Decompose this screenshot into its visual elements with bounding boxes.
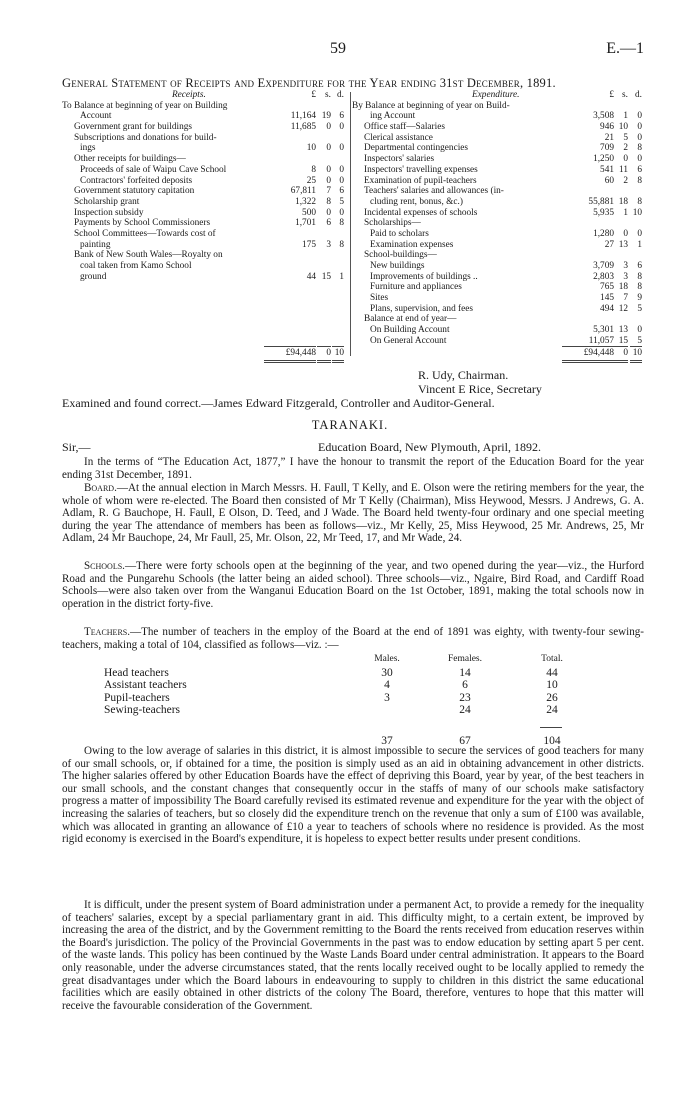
- expenditure-pounds: 1,280: [593, 228, 614, 239]
- teachers-paragraph: [62, 626, 644, 651]
- chairman-signature: R. Udy, Chairman.: [418, 368, 509, 382]
- expenditure-pence: 0: [637, 154, 642, 165]
- expenditure-pence: 6: [637, 261, 642, 271]
- receipt-description: Bank of New South Wales—Royalty on: [74, 250, 223, 261]
- total-header: Total.: [541, 654, 563, 664]
- salaries-text: Owing to the low average of salaries in this district, it is almost impossible to secure the services of good teachers for many of our small schools, or, if obtained for a time, the position is simply used as an aid in obtaining advancement in other districts. The higher salaries offered by other Education Boards have the effect of depriving this Board, year by year, of the best teachers in our small schools, and the constant changes that consequently occur in the staffs of many of our schools make satisfactory progress a matter of impossibility The Board carefully revised its estimated revenue and expenditure for the year with the object of increasing the salaries of teachers, but so closely did the expenditure trench on the revenue that only a sum of £100 was available, which was allocated in granting an allowance of £10 a year to teachers of schools where no residence is provided. As the most rigid economy is exercised in the Board's expenditure, it is hopeless to expect better results under present conditions.: [62, 745, 644, 846]
- receipt-description: painting: [80, 239, 111, 250]
- receipt-pence: 8: [339, 239, 344, 250]
- receipt-pounds: 11,164: [290, 111, 316, 122]
- expenditure-pence: 1: [637, 239, 642, 250]
- receipt-row: [62, 272, 346, 283]
- expenditure-pence: 9: [637, 293, 642, 304]
- board-paragraph: [62, 482, 644, 545]
- expenditure-description: Balance at end of year—: [364, 314, 457, 325]
- expenditure-row: [352, 314, 642, 325]
- expenditure-row: [352, 261, 642, 272]
- expenditure-total-pounds: £94,448: [562, 346, 614, 363]
- dateline: Education Board, New Plymouth, April, 1892.: [318, 440, 541, 454]
- receipt-description: Contractors' forfeited deposits: [80, 175, 193, 186]
- grand-total: 104: [543, 734, 561, 747]
- expenditure-shillings: 2: [623, 143, 628, 154]
- receipt-row: [62, 101, 346, 112]
- receipt-row: [62, 133, 346, 144]
- receipts-heading: Receipts.: [172, 90, 206, 100]
- section-heading-taranaki: TARANAKI.: [311, 418, 389, 432]
- expenditure-pence: 0: [637, 228, 642, 239]
- teacher-category-females: 24: [459, 704, 471, 717]
- expenditure-row: [352, 176, 642, 187]
- receipt-description: Inspection subsidy: [74, 207, 144, 218]
- expenditure-description: Plans, supervision, and fees: [370, 303, 474, 314]
- teacher-category-label: Assistant teachers: [104, 679, 187, 692]
- receipt-pence: 0: [339, 122, 344, 133]
- receipt-pounds: 10: [306, 143, 316, 154]
- teacher-category-total: 26: [546, 691, 558, 704]
- receipt-row: [62, 218, 346, 229]
- expenditure-row: [352, 154, 642, 165]
- receipt-description: Government statutory capitation: [74, 186, 195, 197]
- receipt-pounds: 8: [311, 164, 316, 175]
- receipt-shillings: 0: [326, 143, 331, 154]
- expenditure-description: Furniture and appliances: [370, 282, 462, 293]
- page-number: 59: [330, 40, 346, 57]
- expenditure-shillings: 18: [618, 282, 628, 293]
- receipts-total-pence: 10: [332, 346, 344, 363]
- expenditure-pounds: 494: [600, 303, 614, 314]
- receipt-pence: 0: [339, 175, 344, 186]
- receipt-pence: 1: [339, 271, 344, 282]
- expenditure-pounds: 946: [600, 122, 614, 133]
- shillings-label: s.: [622, 90, 628, 100]
- schools-text: —There were forty schools open at the beginning of the year, and two opened during the year—viz., the Hurford Road and the Pungarehu Schools (the latter being an aided school). Three schools—viz., Ngaire, Bird Road, and Cardiff Road Schools—were also taken over from the Wanganui Education Board on the 1st October, 1891, making the total schools now in operation in the district forty-five.: [62, 560, 644, 610]
- expenditure-description: School-buildings—: [364, 250, 437, 261]
- teacher-category-label: Sewing-teachers: [104, 704, 180, 717]
- expenditure-column: [352, 90, 642, 358]
- section-code: E.—1: [606, 40, 644, 57]
- females-total: 67: [459, 734, 471, 747]
- expenditure-shillings: 13: [618, 239, 628, 250]
- receipt-row: [62, 122, 346, 133]
- receipt-description: Scholarship grant: [74, 196, 140, 207]
- expenditure-row: [352, 208, 642, 219]
- receipt-pence: 5: [339, 196, 344, 207]
- receipt-shillings: 0: [326, 175, 331, 186]
- page-header: [0, 40, 700, 60]
- receipt-pounds: 67,811: [290, 186, 316, 197]
- teacher-category-row: [62, 679, 644, 692]
- pence-label: d.: [635, 90, 642, 100]
- expenditure-shillings: 11: [619, 164, 628, 175]
- receipt-pence: 0: [339, 164, 344, 175]
- receipt-shillings: 8: [326, 196, 331, 207]
- males-total: 37: [381, 734, 393, 747]
- teachers-text: —The number of teachers in the employ of the Board at the end of 1891 was eighty, with twenty-four sewing-teachers, making a total of 104, classified as follows—viz. :—: [62, 626, 644, 651]
- teacher-category-label: Head teachers: [104, 666, 169, 679]
- expenditure-pounds: 5,301: [593, 325, 614, 336]
- expenditure-row: [352, 304, 642, 315]
- expenditure-row: [352, 240, 642, 251]
- expenditure-pence: 6: [637, 164, 642, 175]
- expenditure-pence: 8: [637, 271, 642, 282]
- expenditure-shillings: 1: [623, 111, 628, 122]
- receipt-pounds: 11,685: [290, 122, 316, 133]
- expenditure-pounds: 21: [604, 132, 614, 143]
- shillings-label: s.: [325, 90, 331, 100]
- receipt-pounds: 500: [302, 207, 316, 218]
- receipt-pounds: 175: [302, 239, 316, 250]
- receipt-row: [62, 229, 346, 240]
- receipt-pence: 8: [339, 218, 344, 229]
- receipt-shillings: 15: [321, 271, 331, 282]
- expenditure-row: [352, 133, 642, 144]
- expenditure-pence: 5: [637, 303, 642, 314]
- receipt-description: Subscriptions and donations for build-: [74, 132, 217, 143]
- expenditure-shillings: 15: [618, 335, 628, 346]
- expenditure-description: Sites: [370, 293, 389, 304]
- expenditure-pounds: 27: [604, 239, 614, 250]
- expenditure-pence: 8: [637, 196, 642, 207]
- expenditure-description: Inspectors' salaries: [364, 154, 435, 165]
- expenditure-row: [352, 197, 642, 208]
- expenditure-row: [352, 101, 642, 112]
- expenditure-pounds: 55,881: [588, 196, 614, 207]
- board-heading: Board.: [84, 482, 117, 494]
- receipt-row: [62, 176, 346, 187]
- remedy-paragraph: [62, 899, 644, 1012]
- expenditure-description: cluding rent, bonus, &c.): [370, 196, 463, 207]
- pounds-label: £: [609, 90, 614, 100]
- receipts-total-row: [62, 346, 346, 359]
- expenditure-pence: 10: [632, 207, 642, 218]
- receipt-shillings: 3: [326, 239, 331, 250]
- males-header: Males.: [374, 654, 400, 664]
- expenditure-pounds: 11,057: [588, 335, 614, 346]
- expenditure-shillings: 18: [618, 196, 628, 207]
- receipt-description: Payments by School Commissioners: [74, 218, 211, 229]
- expenditure-row: [352, 122, 642, 133]
- receipt-shillings: 6: [326, 218, 331, 229]
- expenditure-row: [352, 218, 642, 229]
- expenditure-shillings: 12: [618, 303, 628, 314]
- expenditure-row: [352, 186, 642, 197]
- salaries-paragraph: [62, 745, 644, 846]
- expenditure-description: Paid to scholars: [370, 228, 429, 239]
- expenditure-pounds: 3,508: [593, 111, 614, 122]
- receipt-shillings: 0: [326, 207, 331, 218]
- receipt-pounds: 25: [306, 175, 316, 186]
- teachers-table: [62, 654, 644, 748]
- expenditure-total-row: [352, 346, 642, 359]
- expenditure-description: By Balance at beginning of year on Build-: [352, 100, 510, 111]
- expenditure-shillings: 7: [623, 293, 628, 304]
- expenditure-description: Examination of pupil-teachers: [364, 175, 477, 186]
- expenditure-pounds: 5,935: [593, 207, 614, 218]
- expenditure-description: Examination expenses: [370, 239, 454, 250]
- expenditure-pence: 0: [637, 132, 642, 143]
- pence-label: d.: [337, 90, 344, 100]
- expenditure-pounds: 60: [604, 175, 614, 186]
- expenditure-shillings: 0: [623, 154, 628, 165]
- receipt-row: [62, 111, 346, 122]
- females-header: Females.: [447, 654, 483, 664]
- expenditure-pounds: 2,803: [593, 271, 614, 282]
- intro-text: In the terms of “The Education Act, 1877,” I have the honour to transmit the report of the Education Board for the year ending 31st December, 1891.: [62, 456, 644, 481]
- expenditure-description: Incidental expenses of schools: [364, 207, 478, 218]
- teacher-category-males: 30: [381, 666, 393, 679]
- expenditure-row: [352, 325, 642, 336]
- teacher-category-females: 14: [459, 666, 471, 679]
- total-rule: [540, 727, 562, 728]
- expenditure-pence: 8: [637, 175, 642, 186]
- remedy-text: It is difficult, under the present system of Board administration under a permanent Act, to provide a remedy for the inequality of teachers' salaries, except by a special parliamentary grant in aid. This difficulty might, to a certain extent, be improved by increasing the area of the district, and by the Government remitting to the Board the rents received from education reserves within the Board's jurisdiction. The policy of the Provincial Governments in the past was to endow education by setting apart 5 per cent. of the waste lands. This policy has been continued by the Waste Lands Board under central administration. It appears to the Board only reasonable, under the adverse circumstances stated, that the rents locally received ought to be locally applied to remedy the great disadvantages under which the Board labours in endeavouring to supply to children in this district the same educational facilities which are easily obtained in other districts of the colony The Board, therefore, ventures to hope that this matter will receive the favourable consideration of the Government.: [62, 899, 644, 1012]
- teachers-table-rule-row: [62, 717, 644, 735]
- expenditure-shillings: 3: [623, 271, 628, 282]
- receipt-shillings: 7: [326, 186, 331, 197]
- receipts-total-pounds: £94,448: [264, 346, 316, 363]
- expenditure-row: [352, 272, 642, 283]
- receipt-row: [62, 208, 346, 219]
- expenditure-shillings: 3: [623, 261, 628, 271]
- teacher-category-row: [62, 692, 644, 705]
- expenditure-pence: 8: [637, 282, 642, 293]
- receipt-row: [62, 250, 346, 261]
- receipt-description: Government grant for buildings: [74, 122, 192, 133]
- receipt-pence: 6: [339, 186, 344, 197]
- receipt-row: [62, 240, 346, 251]
- expenditure-row: [352, 282, 642, 293]
- expenditure-pounds: 765: [600, 282, 614, 293]
- expenditure-description: On General Account: [370, 335, 447, 346]
- intro-paragraph: [62, 456, 644, 481]
- receipt-description: Account: [80, 111, 112, 122]
- expenditure-row: [352, 293, 642, 304]
- teachers-heading: Teachers.: [84, 626, 130, 638]
- teacher-category-row: [62, 704, 644, 717]
- receipt-pounds: 1,701: [295, 218, 316, 229]
- receipts-column: [62, 90, 346, 358]
- receipt-description: coal taken from Kamo School: [80, 261, 192, 271]
- teacher-category-total: 10: [546, 679, 558, 692]
- expenditure-row: [352, 229, 642, 240]
- expenditure-shillings: 5: [623, 132, 628, 143]
- expenditure-heading-row: [352, 90, 642, 101]
- expenditure-pounds: 1,250: [593, 154, 614, 165]
- expenditure-description: Office staff—Salaries: [364, 122, 445, 133]
- receipt-description: Other receipts for buildings—: [74, 154, 186, 165]
- expenditure-description: ing Account: [370, 111, 416, 122]
- expenditure-description: On Building Account: [370, 325, 450, 336]
- receipt-row: [62, 186, 346, 197]
- expenditure-shillings: 2: [623, 175, 628, 186]
- teacher-category-males: 3: [384, 691, 390, 704]
- expenditure-heading: Expenditure.: [472, 90, 520, 100]
- expenditure-pence: 8: [637, 143, 642, 154]
- schools-heading: Schools.: [84, 560, 125, 572]
- expenditure-pounds: 709: [600, 143, 614, 154]
- statement-title: General Statement of Receipts and Expenditure for the Year ending 31st December, 1891.: [62, 76, 556, 90]
- expenditure-row: [352, 336, 642, 347]
- schools-paragraph: [62, 560, 644, 610]
- receipt-pence: 0: [339, 143, 344, 154]
- expenditure-pounds: 3,709: [593, 261, 614, 271]
- receipt-description: Proceeds of sale of Waipu Cave School: [80, 164, 227, 175]
- expenditure-shillings: 10: [618, 122, 628, 133]
- expenditure-description: Improvements of buildings ..: [370, 271, 478, 282]
- receipt-pounds: 1,322: [295, 196, 316, 207]
- expenditure-description: Teachers' salaries and allowances (in-: [364, 186, 504, 197]
- expenditure-pence: 0: [637, 122, 642, 133]
- teacher-category-females: 23: [459, 691, 471, 704]
- auditor-note: Examined and found correct.—James Edward Fitzgerald, Controller and Auditor-General.: [62, 396, 495, 410]
- receipt-row: [62, 261, 346, 272]
- receipt-pence: 6: [339, 111, 344, 122]
- expenditure-row: [352, 250, 642, 261]
- expenditure-row: [352, 143, 642, 154]
- teacher-category-total: 24: [546, 704, 558, 717]
- pounds-label: £: [311, 90, 316, 100]
- expenditure-description: Departmental contingencies: [364, 143, 469, 154]
- expenditure-total-pence: 10: [630, 346, 642, 363]
- receipt-row: [62, 143, 346, 154]
- expenditure-description: Inspectors' travelling expenses: [364, 164, 478, 175]
- expenditure-shillings: 0: [623, 228, 628, 239]
- teachers-table-header: [62, 654, 644, 667]
- receipt-shillings: 0: [326, 164, 331, 175]
- receipt-pence: 0: [339, 207, 344, 218]
- expenditure-description: New buildings: [370, 261, 425, 271]
- receipts-heading-row: [62, 90, 346, 101]
- teacher-category-males: 4: [384, 679, 390, 692]
- receipt-row: [62, 197, 346, 208]
- expenditure-pence: 0: [637, 325, 642, 336]
- receipt-shillings: 19: [321, 111, 331, 122]
- receipt-description: ings: [80, 143, 96, 154]
- expenditure-pounds: 541: [600, 164, 614, 175]
- expenditure-pence: 5: [637, 335, 642, 346]
- receipt-description: ground: [80, 271, 107, 282]
- teacher-category-label: Pupil-teachers: [104, 691, 170, 704]
- expenditure-row: [352, 111, 642, 122]
- expenditure-shillings: 1: [623, 207, 628, 218]
- receipt-description: To Balance at beginning of year on Building: [62, 100, 228, 111]
- receipt-description: School Committees—Towards cost of: [74, 228, 216, 239]
- expenditure-shillings: 13: [618, 325, 628, 336]
- expenditure-row: [352, 165, 642, 176]
- teacher-category-females: 6: [462, 679, 468, 692]
- expenditure-total-shillings: 0: [614, 346, 628, 363]
- teacher-category-total: 44: [546, 666, 558, 679]
- teacher-category-row: [62, 667, 644, 680]
- expenditure-pence: 0: [637, 111, 642, 122]
- expenditure-description: Clerical assistance: [364, 132, 433, 143]
- receipt-row: [62, 154, 346, 165]
- expenditure-pounds: 145: [600, 293, 614, 304]
- board-text: —At the annual election in March Messrs. H. Faull, T Kelly, and E. Olson were the retiring members for the year, the whole of whom were re-elected. The Board then consisted of Mr T Kelly (Chairman), Miss Heywood, Messrs. J Andrews, G. A. Adlam, R. G Bauchope, H. Faull, E Olson, D. Teed, and J Wade. The Board held twenty-four ordinary and one special meeting during the year The attendance of members has been as follows—viz., Mr Kelly, 25, Miss Heywood, 25 Mr. Andrews, 25, Mr Adlam, 24 Mr Bauchope, 24, Mr Faull, 25, Mr. Olson, 22, Mr Teed, 17, and Mr Wade, 24.: [62, 482, 644, 545]
- secretary-signature: Vincent E Rice, Secretary: [418, 382, 542, 396]
- receipts-total-shillings: 0: [317, 346, 331, 363]
- receipt-row: [62, 165, 346, 176]
- receipt-shillings: 0: [326, 122, 331, 133]
- salutation: Sir,—: [62, 440, 91, 454]
- expenditure-description: Scholarships—: [364, 218, 421, 229]
- receipt-pounds: 44: [306, 271, 316, 282]
